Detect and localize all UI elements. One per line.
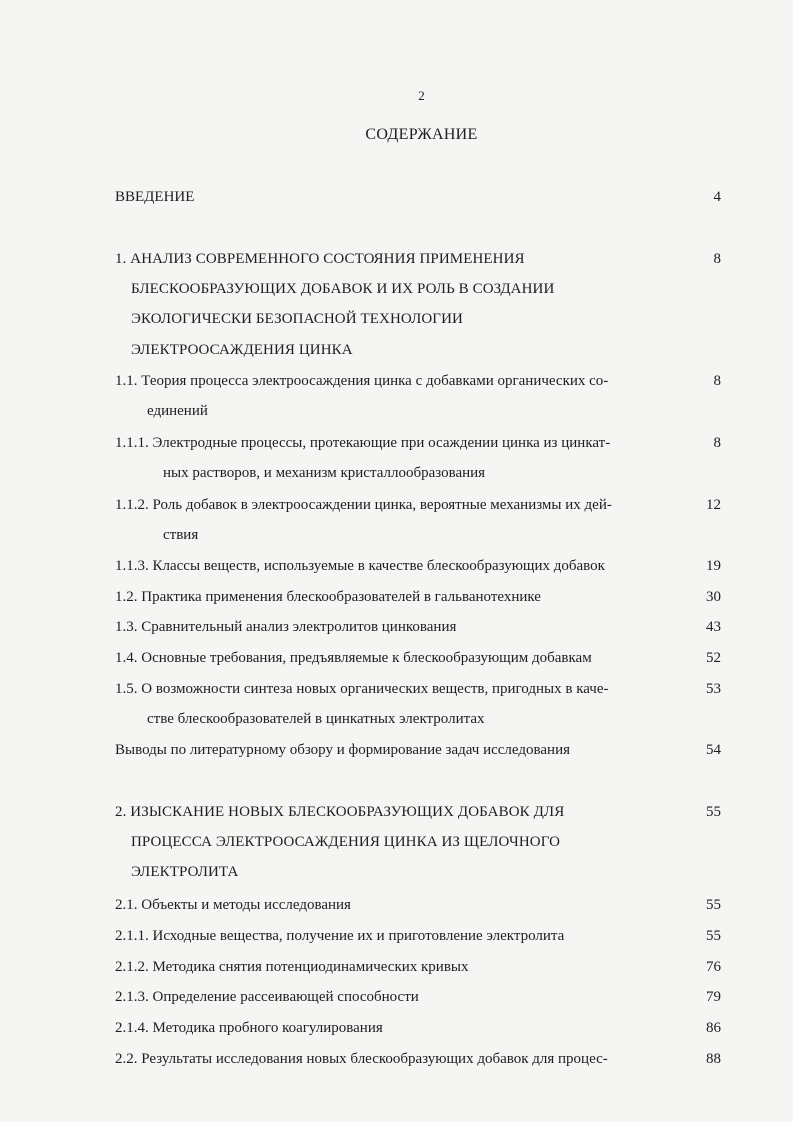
toc-page-number: 8 [713,435,721,451]
toc-entry-line: 2.1.3. Определение рассеивающей способности [115,989,419,1005]
toc-page-number: 55 [706,897,721,913]
toc-page-number: 76 [706,959,721,975]
toc-page-number: 55 [706,928,721,944]
toc-page-number: 55 [706,804,721,820]
toc-entry-line: единений [147,403,208,419]
toc-entry-line: 1.1.3. Классы веществ, используемые в качестве блескообразующих добавок [115,558,605,574]
toc-entry-line: 2.1. Объекты и методы исследования [115,897,351,913]
toc-page-number: 30 [706,589,721,605]
toc-entry-line: ЭЛЕКТРОЛИТА [131,864,239,880]
toc-page-number: 12 [706,497,721,513]
toc-page-number: 86 [706,1020,721,1036]
toc-page-number: 54 [706,742,721,758]
toc-entry-line: 1.1. Теория процесса электроосаждения цинка с добавками органических со- [115,373,609,389]
toc-page-number: 8 [713,251,721,267]
toc-page-number: 53 [706,681,721,697]
toc-entry-line: Выводы по литературному обзору и формирование задач исследования [115,742,571,758]
toc-entry-line: 1.1.2. Роль добавок в электроосаждении цинка, вероятные механизмы их дей- [115,497,612,513]
toc-entry-line: 1.3. Сравнительный анализ электролитов цинкования [115,619,457,635]
toc-page-number: 79 [706,989,721,1005]
toc-page-number: 19 [706,558,721,574]
toc-page-number: 43 [706,619,721,635]
toc-entry-line: ВВЕДЕНИЕ [115,189,195,205]
toc-page-number: 52 [706,650,721,666]
toc-entry-line: 1.2. Практика применения блескообразователей в гальванотехнике [115,589,541,605]
toc-entry-line: 2.1.4. Методика пробного коагулирования [115,1020,383,1036]
toc-entry-line: 2.2. Результаты исследования новых блескообразующих добавок для процес- [115,1051,608,1067]
toc-entry-line: ных растворов, и механизм кристаллообразования [163,465,486,481]
page-title: СОДЕРЖАНИЕ [365,126,478,143]
toc-page-number: 88 [706,1051,721,1067]
toc-entry-line: 2. ИЗЫСКАНИЕ НОВЫХ БЛЕСКООБРАЗУЮЩИХ ДОБАВОК ДЛЯ [115,804,565,820]
toc-entry-line: ЭЛЕКТРООСАЖДЕНИЯ ЦИНКА [131,342,353,358]
toc-entry-line: 2.1.2. Методика снятия потенциодинамических кривых [115,959,469,975]
toc-entry-line: ЭКОЛОГИЧЕСКИ БЕЗОПАСНОЙ ТЕХНОЛОГИИ [131,311,463,327]
toc-page-number: 4 [713,189,721,205]
toc-entry-line: 1.4. Основные требования, предъявляемые к блескообразующим добавкам [115,650,592,666]
toc-entry-line: ПРОЦЕССА ЭЛЕКТРООСАЖДЕНИЯ ЦИНКА ИЗ ЩЕЛОЧНОГО [131,834,561,850]
toc-entry-line: 1.5. О возможности синтеза новых органических веществ, пригодных в каче- [115,681,609,697]
toc-entry-line: 2.1.1. Исходные вещества, получение их и приготовление электролита [115,928,565,944]
toc-entry-line: 1.1.1. Электродные процессы, протекающие при осаждении цинка из цинкат- [115,435,611,451]
toc-entry-line: 1. АНАЛИЗ СОВРЕМЕННОГО СОСТОЯНИЯ ПРИМЕНЕНИЯ [115,251,525,267]
toc-entry-line: БЛЕСКООБРАЗУЮЩИХ ДОБАВОК И ИХ РОЛЬ В СОЗДАНИИ [131,281,555,297]
page-number: 2 [418,88,425,103]
toc-entry-line: ствия [163,527,199,543]
toc-page-number: 8 [713,373,721,389]
toc-entry-line: стве блескообразователей в цинкатных электролитах [147,711,485,727]
